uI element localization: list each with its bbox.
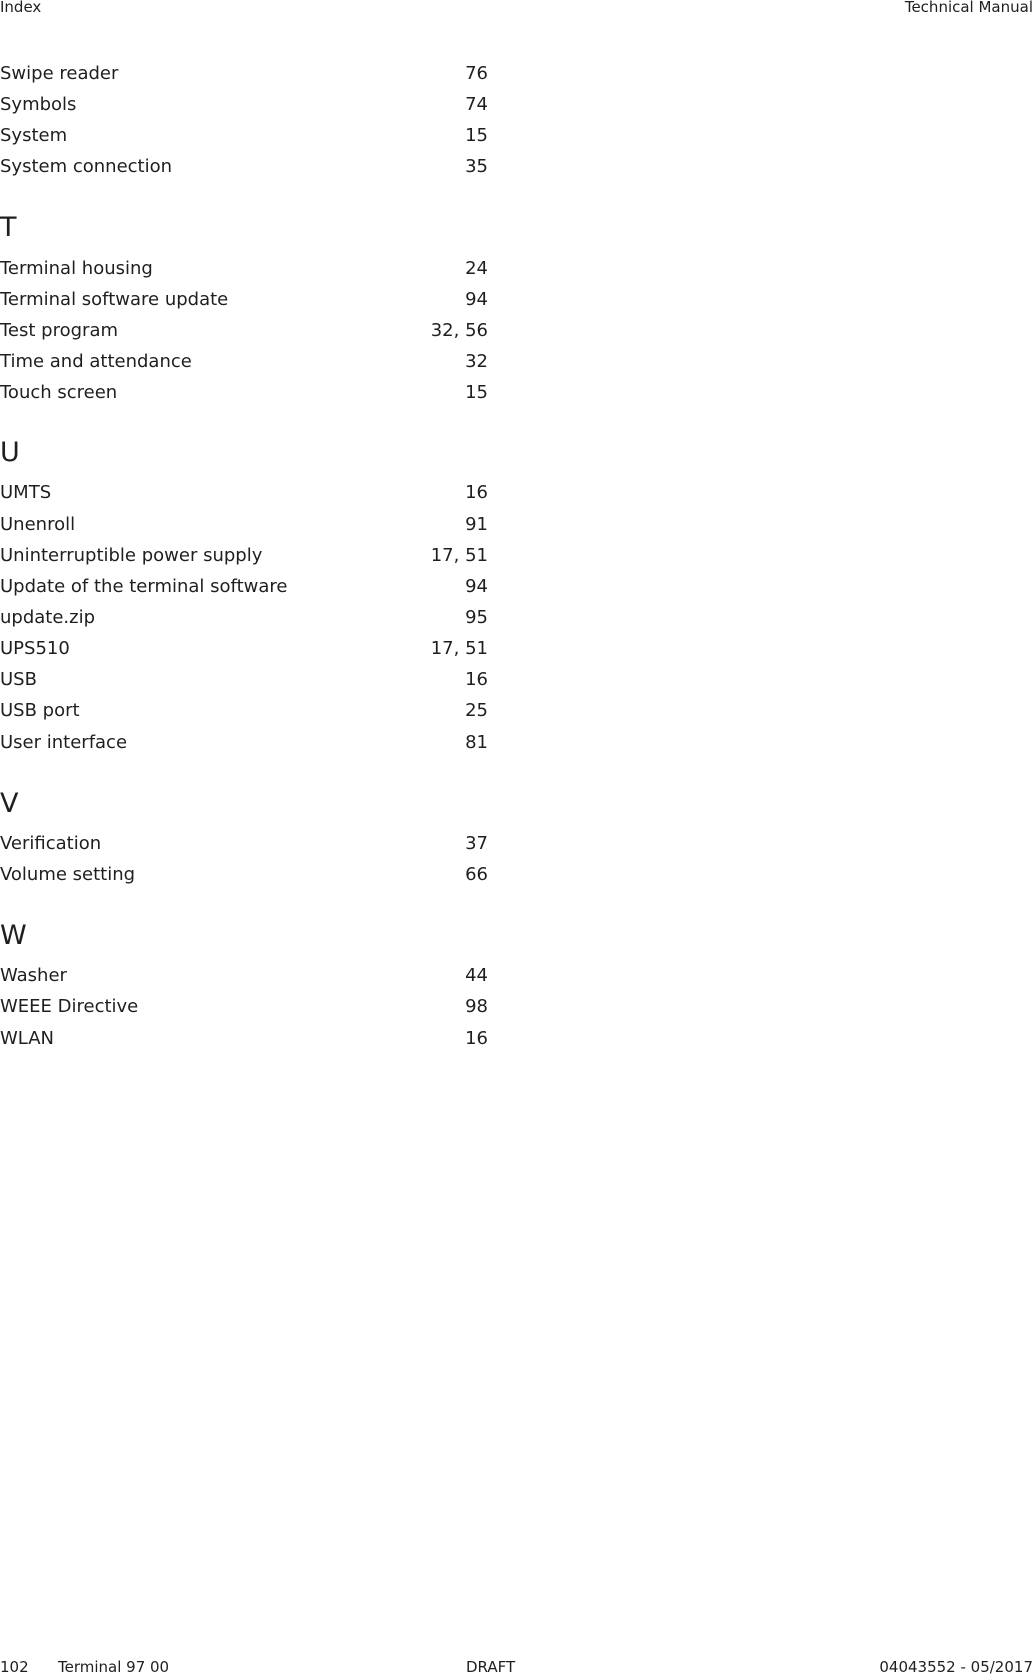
index-pages: 37 — [465, 833, 488, 854]
section-letter-v: V — [0, 788, 19, 819]
index-term: Test program — [0, 320, 119, 341]
index-entry — [0, 253, 488, 284]
footer-document-number: 04043552 - 05/2017 — [879, 1658, 1033, 1676]
index-entry — [0, 828, 488, 859]
header-section-title: Index — [0, 0, 42, 16]
index-term: Terminal software update — [0, 289, 229, 310]
index-term: USB port — [0, 700, 80, 721]
index-pages: 17, 51 — [430, 638, 488, 659]
footer-draft-label: DRAFT — [466, 1658, 516, 1676]
index-term: UMTS — [0, 482, 52, 503]
index-entry — [0, 633, 488, 664]
index-pages: 25 — [465, 700, 488, 721]
footer-page-number: 102 — [0, 1658, 29, 1676]
index-term: Volume setting — [0, 864, 136, 885]
index-entry — [0, 695, 488, 726]
index-pages: 94 — [465, 289, 488, 310]
index-entry — [0, 571, 488, 602]
section-letter-u: U — [0, 437, 20, 468]
index-entry — [0, 120, 488, 151]
page-footer — [0, 1660, 1033, 1677]
index-pages: 35 — [465, 156, 488, 177]
index-pages: 95 — [465, 607, 488, 628]
index-term: Terminal housing — [0, 258, 153, 279]
index-term: USB — [0, 669, 37, 690]
header-document-title: Technical Manual — [904, 0, 1033, 16]
index-entry — [0, 151, 488, 182]
index-pages: 17, 51 — [430, 545, 488, 566]
index-pages: 74 — [465, 94, 488, 115]
section-letter-w: W — [0, 920, 27, 951]
index-pages: 44 — [465, 965, 488, 986]
index-pages: 91 — [465, 514, 488, 535]
index-pages: 98 — [465, 996, 488, 1017]
index-term: Time and attendance — [0, 351, 192, 372]
index-pages: 32, 56 — [430, 320, 488, 341]
index-pages: 16 — [465, 669, 488, 690]
index-term: User interface — [0, 732, 128, 753]
index-term: WLAN — [0, 1028, 55, 1049]
index-term: Unenroll — [0, 514, 76, 535]
index-term: System connection — [0, 156, 173, 177]
index-entry — [0, 960, 488, 991]
index-term: Swipe reader — [0, 63, 119, 84]
index-term: Verification — [0, 833, 102, 854]
index-entry — [0, 602, 488, 633]
index-pages: 15 — [465, 125, 488, 146]
index-entry — [0, 509, 488, 540]
footer-product-name: Terminal 97 00 — [58, 1658, 170, 1676]
index-pages: 94 — [465, 576, 488, 597]
index-term: Touch screen — [0, 382, 118, 403]
index-pages: 15 — [465, 382, 488, 403]
index-entry — [0, 89, 488, 120]
index-entry — [0, 284, 488, 315]
index-pages: 32 — [465, 351, 488, 372]
index-entry — [0, 664, 488, 695]
index-entry — [0, 540, 488, 571]
index-pages: 16 — [465, 1028, 488, 1049]
index-entry — [0, 727, 488, 758]
index-entry — [0, 477, 488, 508]
index-entry — [0, 377, 488, 408]
index-term: UPS510 — [0, 638, 70, 659]
index-pages: 76 — [465, 63, 488, 84]
index-term: Uninterruptible power supply — [0, 545, 263, 566]
index-term: System — [0, 125, 68, 146]
index-pages: 81 — [465, 732, 488, 753]
index-entry — [0, 315, 488, 346]
index-pages: 16 — [465, 482, 488, 503]
section-letter-t: T — [0, 212, 17, 243]
index-pages: 66 — [465, 864, 488, 885]
index-entry — [0, 346, 488, 377]
index-term: Washer — [0, 965, 67, 986]
index-term: Symbols — [0, 94, 77, 115]
index-pages: 24 — [465, 258, 488, 279]
index-term: Update of the terminal software — [0, 576, 288, 597]
index-entry — [0, 991, 488, 1022]
index-entry — [0, 1023, 488, 1054]
index-entry — [0, 859, 488, 890]
index-term: WEEE Directive — [0, 996, 139, 1017]
index-entry — [0, 58, 488, 89]
page-header — [0, 0, 1033, 20]
index-term: update.zip — [0, 607, 96, 628]
